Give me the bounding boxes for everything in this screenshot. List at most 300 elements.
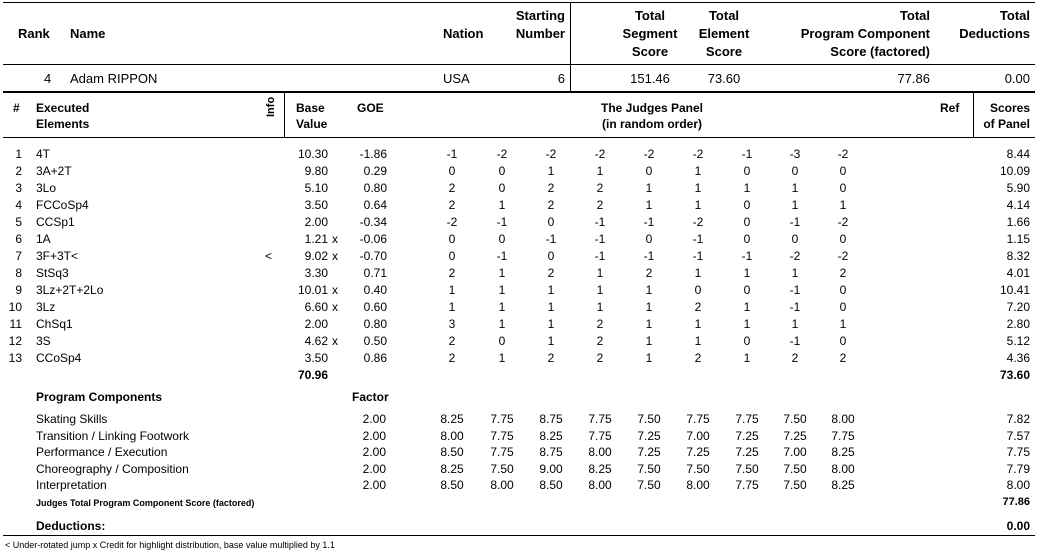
component-judge-score: 7.25 xyxy=(783,428,807,443)
element-code: 3F+3T< xyxy=(36,249,79,263)
pcs-total-label: Judges Total Program Component Score (factored) xyxy=(36,498,255,508)
component-panel-score: 7.75 xyxy=(1006,445,1030,459)
element-judge-score: 0 xyxy=(498,334,506,348)
component-judge-score: 7.25 xyxy=(637,445,661,459)
component-judge-score: 7.75 xyxy=(831,428,855,443)
component-factor: 2.00 xyxy=(362,461,386,476)
component-judge-score: 8.25 xyxy=(440,412,464,426)
element-info: < xyxy=(265,249,273,263)
element-judge-score: 2 xyxy=(596,317,604,331)
element-judge-score: 1 xyxy=(645,300,653,314)
tes-header-2: Element xyxy=(698,26,750,41)
element-base-value: 10.30 xyxy=(297,147,328,161)
base-header-1: Base xyxy=(296,101,325,115)
component-judge-score: 7.75 xyxy=(490,412,514,426)
elements-score-total: 73.60 xyxy=(999,368,1030,382)
element-judge-score: 1 xyxy=(743,317,751,331)
element-judge-score: 0 xyxy=(448,249,456,263)
element-judge-score: 1 xyxy=(743,266,751,280)
element-judge-score: 1 xyxy=(694,181,702,195)
element-code: StSq3 xyxy=(36,266,69,280)
element-base-value: 6.60 xyxy=(304,300,328,314)
element-judge-score: 3 xyxy=(448,317,456,331)
element-judge-score: -1 xyxy=(692,232,704,246)
pcs-header-1: Total xyxy=(899,8,930,23)
component-judge-score: 8.00 xyxy=(490,478,514,492)
element-judge-score: 0 xyxy=(694,283,702,297)
element-judge-score: -1 xyxy=(594,215,606,229)
component-judge-score: 8.75 xyxy=(539,445,563,459)
element-judge-score: 1 xyxy=(791,266,799,280)
element-judge-score: 1 xyxy=(694,266,702,280)
element-judge-score: 0 xyxy=(743,164,751,178)
component-judge-score: 7.25 xyxy=(735,428,759,443)
element-judge-score: -2 xyxy=(837,147,849,161)
element-base-value: 1.21 xyxy=(304,232,328,246)
element-base-value: 9.02 xyxy=(304,249,328,263)
component-panel-score: 7.79 xyxy=(1006,461,1030,476)
element-panel-score: 1.66 xyxy=(1006,215,1030,229)
component-judge-score: 7.50 xyxy=(783,461,807,476)
element-number: 6 xyxy=(15,232,22,246)
element-panel-score: 4.01 xyxy=(1006,266,1030,280)
component-judge-score: 8.50 xyxy=(440,478,464,492)
element-judge-score: -2 xyxy=(496,147,508,161)
pcs-header-3: Score (factored) xyxy=(830,44,930,59)
element-judge-score: 1 xyxy=(498,198,506,212)
element-judge-score: 1 xyxy=(743,181,751,195)
rule xyxy=(3,2,1035,3)
skater-name: Adam RIPPON xyxy=(70,71,158,86)
footnote: < Under-rotated jump x Credit for highlight distribution, base value multiplied by 1.1 xyxy=(5,540,335,550)
element-judge-score: -1 xyxy=(692,249,704,263)
element-judge-score: 0 xyxy=(645,232,653,246)
element-judge-score: -1 xyxy=(741,147,753,161)
tss-header-3: Score xyxy=(631,44,669,59)
element-judge-score: 1 xyxy=(743,300,751,314)
element-judge-score: 0 xyxy=(498,232,506,246)
starting-header-1: Starting xyxy=(515,8,565,23)
element-goe: 0.40 xyxy=(363,283,387,297)
element-judge-score: 0 xyxy=(839,300,847,314)
element-number: 8 xyxy=(15,266,22,280)
tes-header-1: Total xyxy=(708,8,740,23)
component-judge-score: 8.75 xyxy=(539,412,563,426)
element-judge-score: 0 xyxy=(498,164,506,178)
element-number: 12 xyxy=(8,334,22,348)
component-judge-score: 7.50 xyxy=(490,461,514,476)
element-base-value: 2.00 xyxy=(304,215,328,229)
component-judge-score: 8.50 xyxy=(539,478,563,492)
base-header-2: Value xyxy=(296,117,328,131)
element-judge-score: -2 xyxy=(446,215,458,229)
skater-ded: 0.00 xyxy=(1004,71,1030,86)
element-judge-score: 0 xyxy=(743,334,751,348)
element-x-mark: x xyxy=(332,334,338,348)
component-judge-score: 8.25 xyxy=(831,445,855,459)
component-judge-score: 8.00 xyxy=(588,478,612,492)
element-judge-score: 0 xyxy=(743,198,751,212)
pc-title: Program Components xyxy=(36,390,163,404)
element-judge-score: -2 xyxy=(789,249,801,263)
component-judge-score: 8.25 xyxy=(440,461,464,476)
rule xyxy=(973,93,974,137)
component-judge-score: 7.75 xyxy=(588,428,612,443)
element-judge-score: 2 xyxy=(596,198,604,212)
element-judge-score: 0 xyxy=(791,164,799,178)
element-panel-score: 2.80 xyxy=(1006,317,1030,331)
element-panel-score: 1.15 xyxy=(1006,232,1030,246)
element-judge-score: 2 xyxy=(791,351,799,365)
element-x-mark: x xyxy=(332,249,338,263)
judges-header-2: (in random order) xyxy=(601,117,702,131)
rule xyxy=(570,2,571,92)
component-judge-score: 9.00 xyxy=(539,461,563,476)
element-judge-score: -2 xyxy=(837,215,849,229)
component-judge-score: 7.75 xyxy=(735,478,759,492)
element-base-value: 3.30 xyxy=(304,266,328,280)
component-name: Interpretation xyxy=(36,478,107,492)
element-panel-score: 5.12 xyxy=(1006,334,1030,348)
element-judge-score: 1 xyxy=(498,283,506,297)
scores-header-2: of Panel xyxy=(983,117,1030,131)
element-judge-score: 1 xyxy=(645,317,653,331)
component-judge-score: 7.25 xyxy=(686,445,710,459)
element-goe: 0.64 xyxy=(363,198,387,212)
element-judge-score: -2 xyxy=(692,215,704,229)
component-judge-score: 7.00 xyxy=(783,445,807,459)
goe-header: GOE xyxy=(357,101,384,115)
rank-header: Rank xyxy=(18,26,50,41)
element-judge-score: 0 xyxy=(839,334,847,348)
element-judge-score: 1 xyxy=(791,181,799,195)
component-judge-score: 7.50 xyxy=(637,461,661,476)
element-judge-score: -3 xyxy=(789,147,801,161)
element-judge-score: 0 xyxy=(743,215,751,229)
element-code: 3A+2T xyxy=(36,164,72,178)
element-judge-score: 0 xyxy=(839,283,847,297)
element-judge-score: 0 xyxy=(839,232,847,246)
element-number: 10 xyxy=(8,300,22,314)
element-judge-score: 1 xyxy=(596,283,604,297)
element-judge-score: 2 xyxy=(839,266,847,280)
element-x-mark: x xyxy=(332,300,338,314)
component-judge-score: 7.00 xyxy=(686,428,710,443)
component-judge-score: 8.00 xyxy=(831,412,855,426)
component-factor: 2.00 xyxy=(362,478,386,492)
element-x-mark: x xyxy=(332,232,338,246)
element-judge-score: 1 xyxy=(791,317,799,331)
element-judge-score: 1 xyxy=(498,351,506,365)
element-goe: -0.06 xyxy=(359,232,387,246)
component-judge-score: 7.75 xyxy=(490,428,514,443)
factor-header: Factor xyxy=(352,390,389,404)
component-judge-score: 7.50 xyxy=(686,461,710,476)
element-judge-score: 2 xyxy=(448,266,456,280)
element-base-value: 9.80 xyxy=(304,164,328,178)
component-judge-score: 7.50 xyxy=(637,412,661,426)
element-number: 2 xyxy=(15,164,22,178)
tss-header-2: Segment xyxy=(622,26,678,41)
element-number: 11 xyxy=(9,317,22,331)
element-judge-score: 2 xyxy=(547,198,555,212)
element-judge-score: 1 xyxy=(645,198,653,212)
skater-tes: 73.60 xyxy=(707,71,741,86)
num-header: # xyxy=(13,101,20,115)
component-judge-score: 8.25 xyxy=(831,478,855,492)
element-judge-score: 1 xyxy=(448,300,456,314)
skater-tss: 151.46 xyxy=(630,71,670,86)
element-judge-score: -2 xyxy=(545,147,557,161)
component-judge-score: 7.50 xyxy=(783,412,807,426)
element-judge-score: 2 xyxy=(547,266,555,280)
element-judge-score: 1 xyxy=(498,300,506,314)
element-panel-score: 8.32 xyxy=(1006,249,1030,263)
element-judge-score: 2 xyxy=(839,351,847,365)
element-judge-score: 0 xyxy=(448,232,456,246)
component-judge-score: 7.75 xyxy=(588,412,612,426)
element-code: 3Lz xyxy=(36,300,56,314)
element-judge-score: -1 xyxy=(594,232,606,246)
component-judge-score: 7.25 xyxy=(735,445,759,459)
component-panel-score: 7.82 xyxy=(1006,412,1030,426)
element-goe: 0.60 xyxy=(363,300,387,314)
element-code: CCoSp4 xyxy=(36,351,82,365)
skater-nation: USA xyxy=(443,71,470,86)
component-judge-score: 7.25 xyxy=(637,428,661,443)
element-number: 3 xyxy=(15,181,22,195)
element-panel-score: 8.44 xyxy=(1006,147,1030,161)
element-goe: 0.71 xyxy=(363,266,387,280)
element-judge-score: 2 xyxy=(448,334,456,348)
rule xyxy=(284,93,285,137)
element-judge-score: 1 xyxy=(596,164,604,178)
element-panel-score: 10.41 xyxy=(999,283,1030,297)
element-goe: -0.70 xyxy=(359,249,387,263)
element-judge-score: -2 xyxy=(594,147,606,161)
component-judge-score: 8.00 xyxy=(831,461,855,476)
element-judge-score: 0 xyxy=(547,215,555,229)
element-number: 7 xyxy=(15,249,22,263)
element-judge-score: 1 xyxy=(547,164,555,178)
element-judge-score: 2 xyxy=(694,351,702,365)
element-judge-score: 0 xyxy=(839,164,847,178)
element-base-value: 5.10 xyxy=(304,181,328,195)
element-judge-score: 1 xyxy=(498,266,506,280)
scores-header-1: Scores xyxy=(989,101,1030,115)
component-name: Performance / Execution xyxy=(36,445,168,459)
component-judge-score: 7.50 xyxy=(783,478,807,492)
element-panel-score: 5.90 xyxy=(1006,181,1030,195)
element-judge-score: 0 xyxy=(839,181,847,195)
element-judge-score: 2 xyxy=(645,266,653,280)
element-code: 1A xyxy=(36,232,51,246)
element-judge-score: 0 xyxy=(743,283,751,297)
component-judge-score: 7.75 xyxy=(735,412,759,426)
element-judge-score: -1 xyxy=(789,300,801,314)
element-goe: 0.80 xyxy=(363,181,387,195)
element-code: 3Lo xyxy=(36,181,57,195)
element-code: 3Lz+2T+2Lo xyxy=(36,283,104,297)
element-panel-score: 7.20 xyxy=(1006,300,1030,314)
element-judge-score: 2 xyxy=(448,351,456,365)
element-judge-score: 1 xyxy=(743,351,751,365)
element-judge-score: -2 xyxy=(837,249,849,263)
rule xyxy=(3,137,1035,138)
element-judge-score: 0 xyxy=(547,249,555,263)
component-name: Skating Skills xyxy=(36,412,108,426)
ref-header: Ref xyxy=(940,101,960,115)
name-header: Name xyxy=(70,26,106,41)
element-number: 9 xyxy=(15,283,22,297)
element-base-value: 4.62 xyxy=(304,334,328,348)
pcs-header-2: Program Component xyxy=(800,26,930,41)
element-goe: -0.34 xyxy=(359,215,387,229)
element-goe: 0.50 xyxy=(363,334,387,348)
element-judge-score: 1 xyxy=(791,198,799,212)
element-panel-score: 4.14 xyxy=(1006,198,1030,212)
component-judge-score: 7.50 xyxy=(735,461,759,476)
tes-header-3: Score xyxy=(705,44,743,59)
element-judge-score: -1 xyxy=(594,249,606,263)
element-code: ChSq1 xyxy=(36,317,73,331)
element-panel-score: 4.36 xyxy=(1006,351,1030,365)
deductions-value: 0.00 xyxy=(1006,519,1030,533)
component-judge-score: 8.00 xyxy=(440,428,464,443)
element-goe: 0.86 xyxy=(363,351,387,365)
element-judge-score: 1 xyxy=(694,334,702,348)
component-factor: 2.00 xyxy=(362,445,386,459)
component-name: Transition / Linking Footwork xyxy=(36,428,189,443)
element-number: 1 xyxy=(15,147,22,161)
element-judge-score: 0 xyxy=(498,181,506,195)
element-judge-score: -2 xyxy=(643,147,655,161)
pcs-total-value: 77.86 xyxy=(1002,496,1030,508)
element-x-mark: x xyxy=(332,283,338,297)
component-judge-score: 8.00 xyxy=(588,445,612,459)
element-judge-score: 1 xyxy=(694,198,702,212)
ded-header-2: Deductions xyxy=(959,26,1030,41)
element-judge-score: 1 xyxy=(839,317,847,331)
element-judge-score: 1 xyxy=(839,198,847,212)
element-judge-score: 2 xyxy=(448,181,456,195)
ded-header-1: Total xyxy=(999,8,1030,23)
element-number: 5 xyxy=(15,215,22,229)
starting-header-2: Number xyxy=(515,26,565,41)
element-judge-score: 2 xyxy=(448,198,456,212)
deductions-label: Deductions: xyxy=(36,519,106,533)
component-factor: 2.00 xyxy=(362,412,386,426)
component-judge-score: 8.25 xyxy=(588,461,612,476)
element-judge-score: 1 xyxy=(645,283,653,297)
element-judge-score: -2 xyxy=(692,147,704,161)
component-name: Choreography / Composition xyxy=(36,461,189,476)
component-panel-score: 7.57 xyxy=(1006,428,1030,443)
element-base-value: 3.50 xyxy=(304,351,328,365)
element-judge-score: 1 xyxy=(547,283,555,297)
element-judge-score: 1 xyxy=(547,334,555,348)
component-factor: 2.00 xyxy=(362,428,386,443)
component-judge-score: 7.75 xyxy=(686,412,710,426)
element-base-value: 10.01 xyxy=(297,283,328,297)
element-judge-score: 1 xyxy=(498,317,506,331)
element-base-value: 3.50 xyxy=(304,198,328,212)
rule xyxy=(3,64,1035,65)
element-judge-score: 1 xyxy=(448,283,456,297)
base-value-total: 70.96 xyxy=(297,368,328,382)
element-judge-score: 1 xyxy=(694,164,702,178)
exec-header-2: Elements xyxy=(36,117,90,131)
element-judge-score: -1 xyxy=(545,232,557,246)
skater-pcs: 77.86 xyxy=(897,71,930,86)
element-judge-score: 2 xyxy=(596,351,604,365)
element-judge-score: -1 xyxy=(643,249,655,263)
element-number: 4 xyxy=(15,198,22,212)
element-judge-score: -1 xyxy=(789,334,801,348)
skater-start: 6 xyxy=(557,71,565,86)
component-judge-score: 7.75 xyxy=(490,445,514,459)
tss-header-1: Total xyxy=(634,8,666,23)
element-judge-score: 1 xyxy=(645,334,653,348)
element-judge-score: 1 xyxy=(645,181,653,195)
element-judge-score: -1 xyxy=(789,283,801,297)
element-judge-score: -1 xyxy=(789,215,801,229)
element-goe: 0.80 xyxy=(363,317,387,331)
element-judge-score: -1 xyxy=(496,249,508,263)
rule xyxy=(3,535,1035,536)
element-judge-score: 1 xyxy=(547,300,555,314)
element-judge-score: -1 xyxy=(446,147,458,161)
element-judge-score: -1 xyxy=(741,249,753,263)
element-judge-score: -1 xyxy=(496,215,508,229)
component-judge-score: 7.50 xyxy=(637,478,661,492)
element-judge-score: 2 xyxy=(547,351,555,365)
element-judge-score: 0 xyxy=(743,232,751,246)
element-judge-score: 1 xyxy=(694,317,702,331)
judges-header-1: The Judges Panel xyxy=(600,101,704,115)
element-code: 3S xyxy=(36,334,51,348)
element-goe: 0.29 xyxy=(363,164,387,178)
skater-rank: 4 xyxy=(44,71,52,86)
element-code: CCSp1 xyxy=(36,215,75,229)
component-judge-score: 8.25 xyxy=(539,428,563,443)
element-panel-score: 10.09 xyxy=(999,164,1030,178)
element-number: 13 xyxy=(8,351,22,365)
exec-header-1: Executed xyxy=(36,101,90,115)
nation-header: Nation xyxy=(443,26,484,41)
element-judge-score: 0 xyxy=(645,164,653,178)
element-code: 4T xyxy=(36,147,51,161)
element-code: FCCoSp4 xyxy=(36,198,89,212)
element-judge-score: 0 xyxy=(791,232,799,246)
element-judge-score: 2 xyxy=(596,334,604,348)
element-base-value: 2.00 xyxy=(304,317,328,331)
rule xyxy=(3,91,1035,93)
element-judge-score: 1 xyxy=(596,266,604,280)
element-goe: -1.86 xyxy=(359,147,387,161)
component-panel-score: 8.00 xyxy=(1006,478,1030,492)
element-judge-score: 2 xyxy=(694,300,702,314)
element-judge-score: -1 xyxy=(643,215,655,229)
element-judge-score: 1 xyxy=(596,300,604,314)
element-judge-score: 0 xyxy=(448,164,456,178)
component-judge-score: 8.00 xyxy=(686,478,710,492)
element-judge-score: 2 xyxy=(547,181,555,195)
element-judge-score: 1 xyxy=(645,351,653,365)
component-judge-score: 8.50 xyxy=(440,445,464,459)
info-header: Info xyxy=(265,96,277,117)
element-judge-score: 1 xyxy=(547,317,555,331)
